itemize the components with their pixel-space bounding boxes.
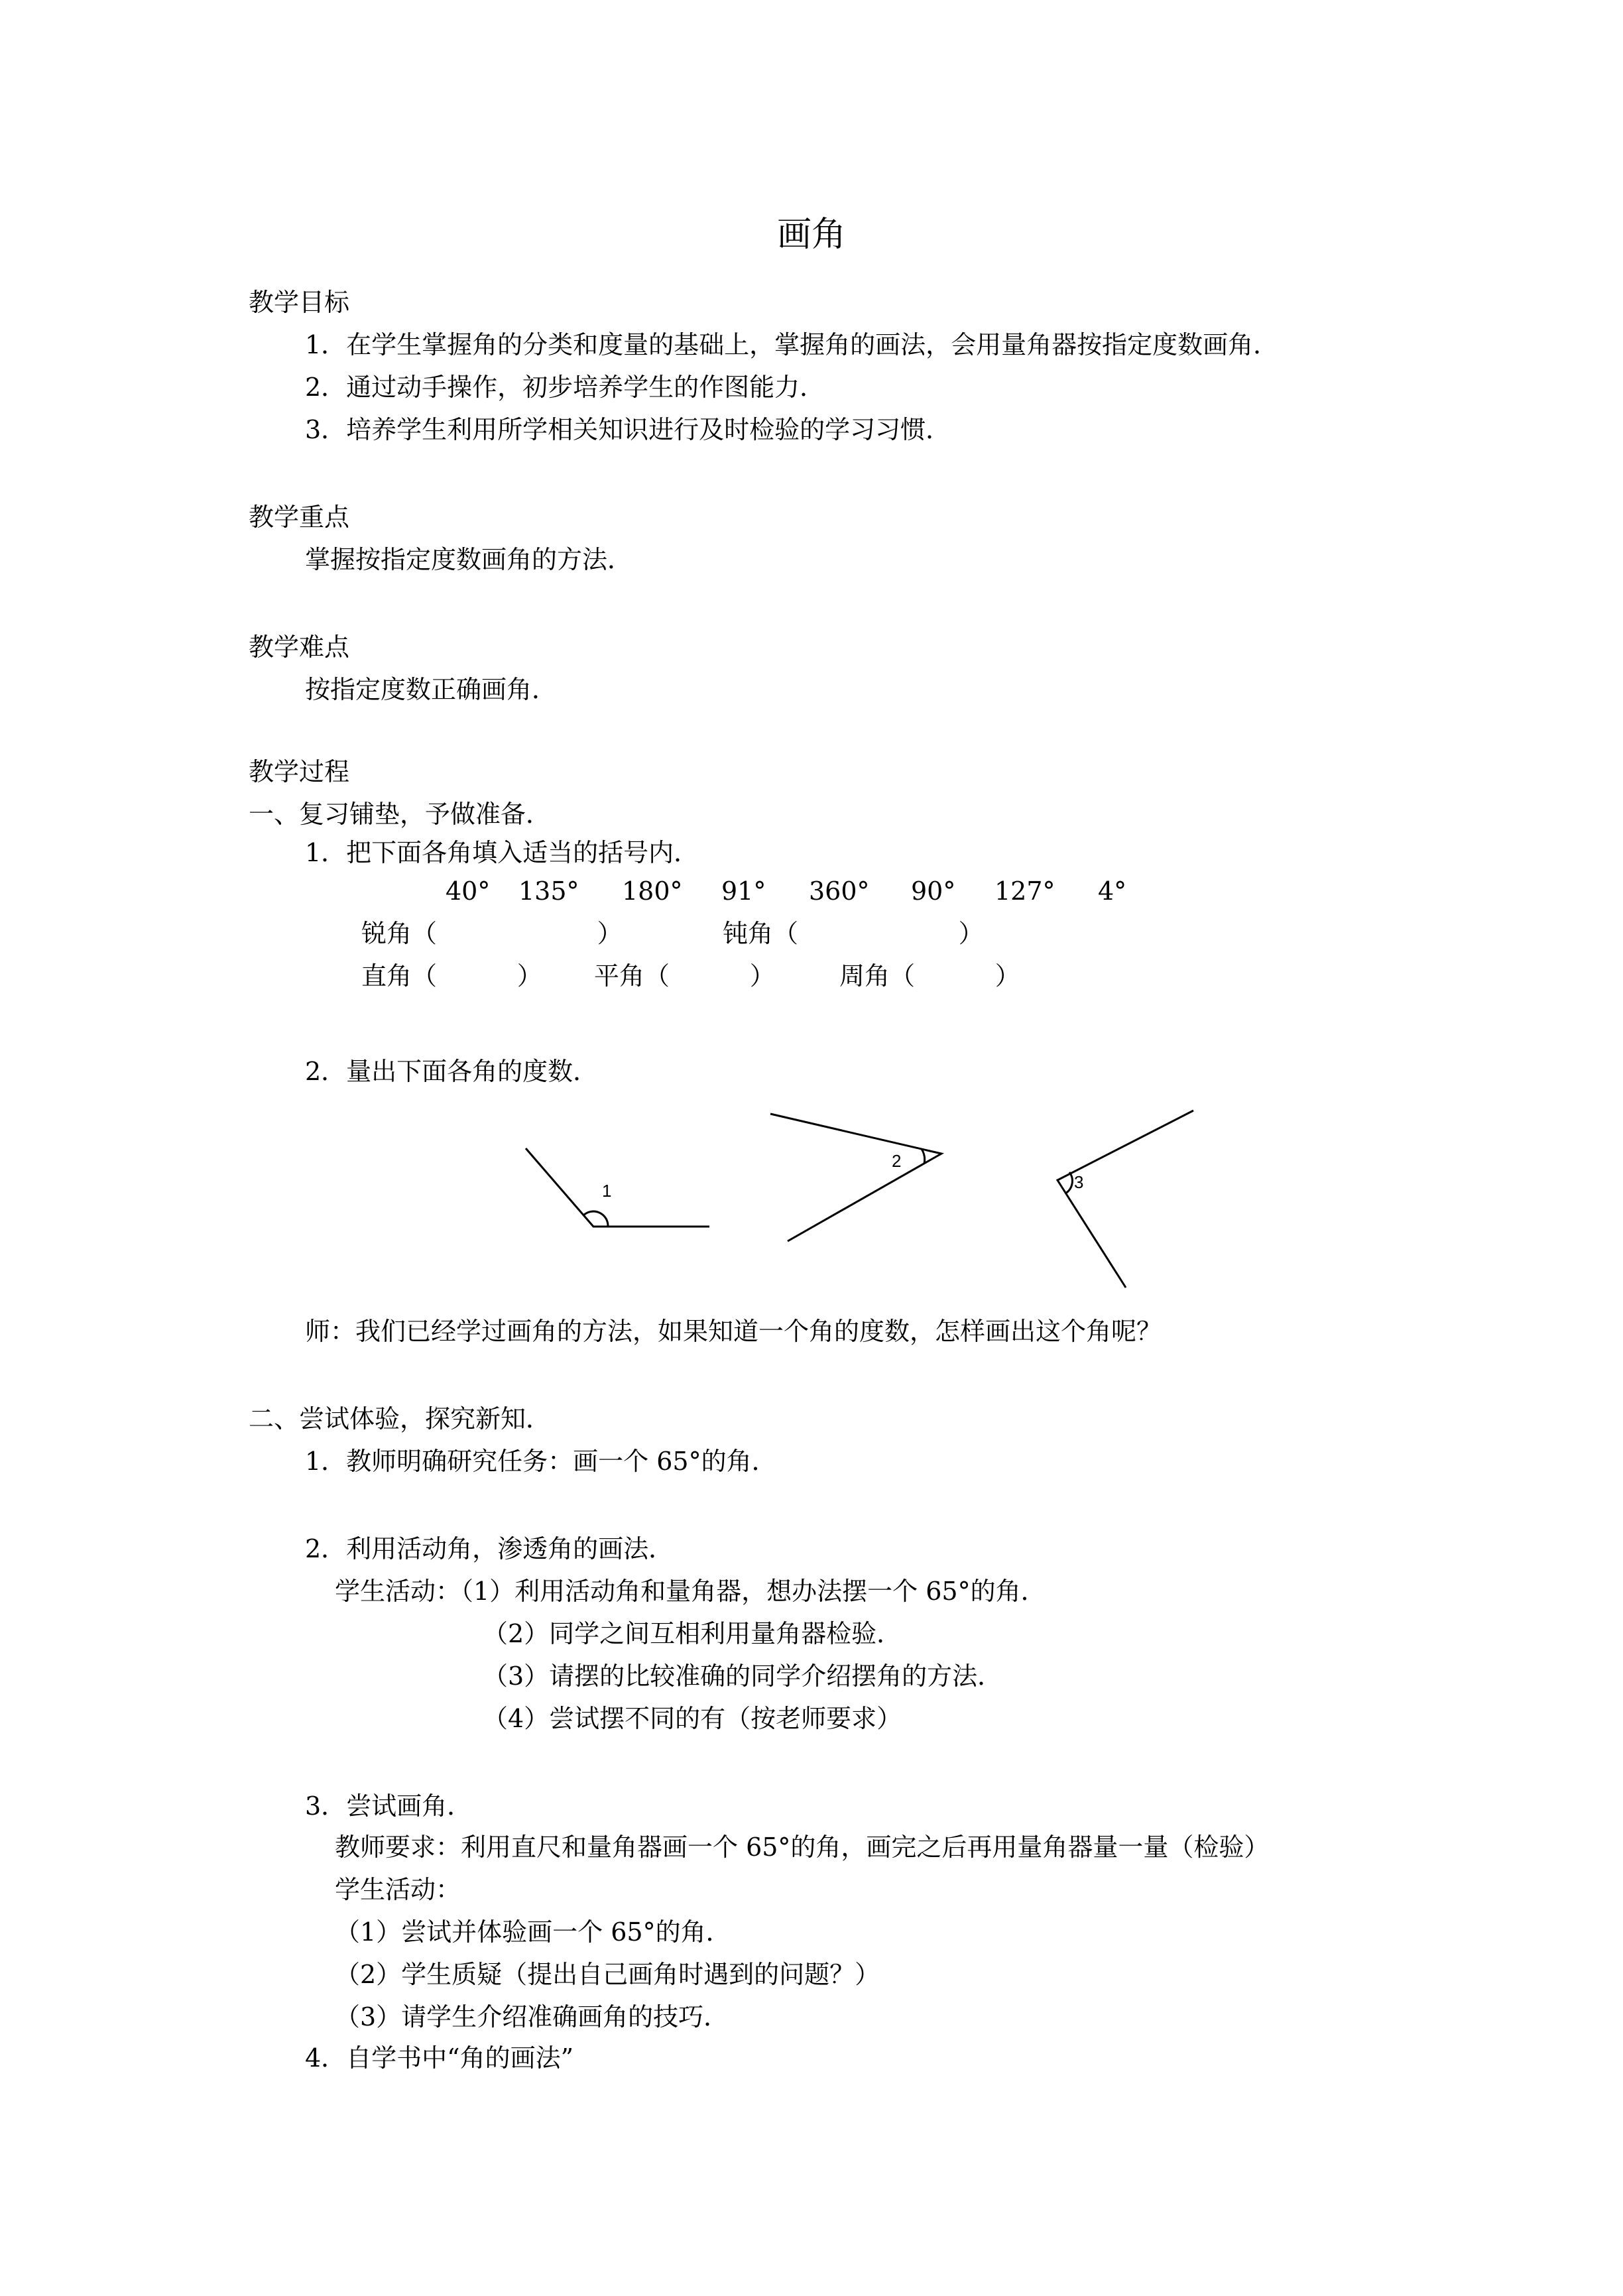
key-point-heading: 教学重点	[249, 503, 350, 532]
page-title: 画角	[776, 215, 846, 255]
straight-angle-blank: 平角（ ）	[594, 961, 775, 991]
degree-value: 91°	[721, 876, 766, 906]
angle-1-label: 1	[602, 1181, 612, 1201]
angle-figures	[517, 1094, 1213, 1293]
key-point-text: 掌握按指定度数画角的方法．	[305, 545, 633, 574]
angle-2-figure	[770, 1114, 941, 1241]
part1-question-2: 2．量出下面各角的度数．	[305, 1057, 599, 1086]
part2-heading: 二、尝试体验，探究新知．	[249, 1404, 552, 1433]
angle-2-label: 2	[892, 1151, 902, 1171]
step-3-activity-3: （3）请学生介绍准确画角的技巧．	[335, 2002, 729, 2031]
step-2-activity-2: （2）同学之间互相利用量角器检验．	[483, 1619, 902, 1648]
step-3-activity-1: （1）尝试并体验画一个 65°的角．	[335, 1917, 731, 1947]
part1-question-1: 1．把下面各角填入适当的括号内．	[305, 838, 699, 867]
degree-value: 90°	[911, 876, 956, 906]
step-3-activity-heading: 学生活动：	[335, 1875, 461, 1904]
goal-item-2: 2．通过动手操作，初步培养学生的作图能力．	[305, 373, 825, 402]
right-angle-blank: 直角（ ）	[361, 961, 542, 991]
part2-step-4: 4．自学书中“角的画法”	[305, 2043, 574, 2073]
difficulty-text: 按指定度数正确画角．	[305, 675, 558, 704]
angle-3-label: 3	[1074, 1172, 1084, 1192]
step-3-teacher-requirement: 教师要求：利用直尺和量角器画一个 65°的角，画完之后再用量角器量一量（检验）	[335, 1833, 1270, 1862]
angle-3-figure	[1057, 1111, 1193, 1288]
goal-item-3: 3．培养学生利用所学相关知识进行及时检验的学习习惯．	[305, 415, 951, 444]
part2-step-2: 2．利用活动角，渗透角的画法．	[305, 1534, 674, 1563]
part2-step-3: 3．尝试画角．	[305, 1791, 473, 1821]
step-2-activity-1: 学生活动：（1）利用活动角和量角器，想办法摆一个 65°的角．	[335, 1577, 1046, 1606]
obtuse-angle-blank: 钝角（ ）	[723, 919, 984, 948]
degree-value: 360°	[809, 876, 870, 906]
angle-1-figure	[526, 1148, 709, 1227]
step-2-activity-3: （3）请摆的比较准确的同学介绍摆角的方法．	[483, 1662, 1003, 1691]
goal-item-1: 1．在学生掌握角的分类和度量的基础上，掌握角的画法，会用量角器按指定度数画角．	[305, 330, 1279, 359]
full-angle-blank: 周角（ ）	[839, 961, 1020, 991]
teacher-question: 师：我们已经学过画角的方法，如果知道一个角的度数，怎样画出这个角呢？	[305, 1317, 1162, 1346]
step-3-activity-2: （2）学生质疑（提出自己画角时遇到的问题？）	[335, 1960, 880, 1989]
degree-value: 180°	[622, 876, 683, 906]
degree-value: 4°	[1098, 876, 1127, 906]
acute-angle-blank: 锐角（ ）	[361, 919, 623, 948]
degree-value: 135°	[518, 876, 579, 906]
part1-heading: 一、复习铺垫，予做准备．	[249, 800, 552, 829]
degree-value: 40°	[446, 876, 491, 906]
part2-step-1: 1．教师明确研究任务：画一个 65°的角．	[305, 1447, 777, 1476]
difficulty-heading: 教学难点	[249, 633, 350, 662]
degree-value: 127°	[994, 876, 1055, 906]
goals-heading: 教学目标	[249, 288, 350, 317]
step-2-activity-4: （4）尝试摆不同的有（按老师要求）	[483, 1704, 902, 1733]
process-heading: 教学过程	[249, 757, 350, 786]
